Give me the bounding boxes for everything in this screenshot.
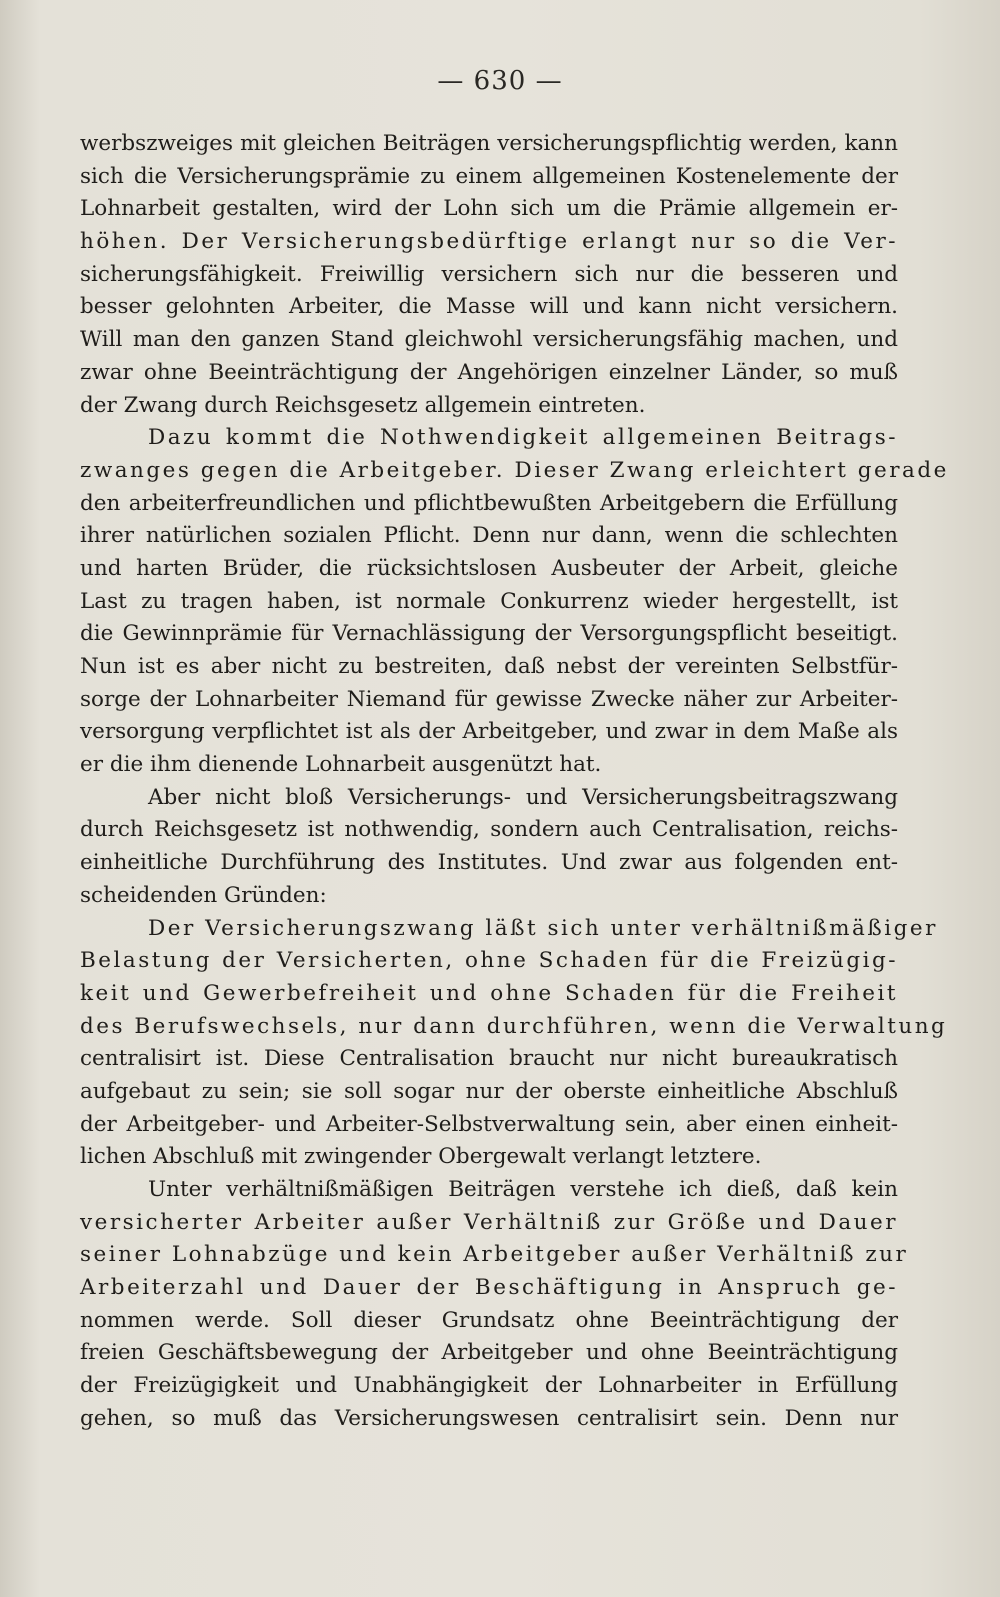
text-line: besser gelohnten Arbeiter, die Masse will und kann nicht versichern. [80,294,898,320]
text-line: freien Geschäftsbewegung der Arbeitgeber und ohne Beeinträchtigung [80,1340,898,1366]
text-line: der Zwang durch Reichsgesetz allgemein eintreten. [80,392,646,418]
text-line: zwar ohne Beeinträchtigung der Angehörigen einzelner Länder, so muß [80,359,898,385]
text-line: Unter verhältnißmäßigen Beiträgen verstehe ich dieß, daß kein [148,1177,898,1202]
text-line: des Berufswechsels, nur dann durchführen, wenn die Verwaltung [80,1013,948,1039]
text-line: einheitliche Durchführung des Institutes. Und zwar aus folgenden ent- [80,850,898,876]
text-line: Arbeiterzahl und Dauer der Beschäftigung in Anspruch ge- [80,1275,898,1301]
text-line: er die ihm dienende Lohnarbeit ausgenützt hat. [80,752,602,778]
page-number: — 630 — [437,66,563,96]
text-line: aufgebaut zu sein; sie soll sogar nur der oberste einheitliche Abschluß [80,1078,898,1104]
text-line: gehen, so muß das Versicherungswesen centralisirt sein. Denn nur [80,1405,898,1431]
text-line: keit und Gewerbefreiheit und ohne Schaden für die Freiheit [80,980,898,1006]
text-line: Aber nicht bloß Versicherungs- und Versicherungsbeitragszwang [148,784,898,810]
text-line: Dazu kommt die Nothwendigkeit allgemeinen Beitrags- [148,425,898,451]
text-line: lichen Abschluß mit zwingender Obergewalt verlangt letztere. [80,1144,762,1170]
text-line: zwanges gegen die Arbeitgeber. Dieser Zwang erleichtert gerade [80,457,949,483]
text-line: die Gewinnprämie für Vernachlässigung der Versorgungspflicht beseitigt. [80,621,898,647]
text-line: sorge der Lohnarbeiter Niemand für gewisse Zwecke näher zur Arbeiter- [80,686,898,712]
text-line: scheidenden Gründen: [80,882,327,908]
text-line: Will man den ganzen Stand gleichwohl versicherungsfähig machen, und [80,327,898,353]
text-line: nommen werde. Soll dieser Grundsatz ohne Beeinträchtigung der [80,1307,898,1333]
text-line: durch Reichsgesetz ist nothwendig, sondern auch Centralisation, reichs- [80,817,898,843]
text-line: höhen. Der Versicherungsbedürftige erlangt nur so die Ver- [80,229,898,255]
text-line: Nun ist es aber nicht zu bestreiten, daß nebst der vereinten Selbstfür- [80,654,898,679]
text-line: den arbeiterfreundlichen und pflichtbewußten Arbeitgebern die Erfüllung [80,490,898,516]
text-line: sicherungsfähigkeit. Freiwillig versichern sich nur die besseren und [80,261,898,287]
text-line: werbszweiges mit gleichen Beiträgen versicherungspflichtig werden, kann [80,131,898,156]
text-line: der Arbeitgeber- und Arbeiter-Selbstverwaltung sein, aber einen einheit- [80,1111,898,1137]
text-line: versicherter Arbeiter außer Verhältniß zur Größe und Dauer [80,1209,898,1235]
text-line: und harten Brüder, die rücksichtslosen Ausbeuter der Arbeit, gleiche [80,555,898,581]
text-line: Lohnarbeit gestalten, wird der Lohn sich um die Prämie allgemein er- [80,196,898,222]
text-line: sich die Versicherungsprämie zu einem allgemeinen Kostenelemente der [80,163,898,189]
text-line: versorgung verpflichtet ist als der Arbeitgeber, und zwar in dem Maße als [80,719,898,745]
text-line: ihrer natürlichen sozialen Pflicht. Denn nur dann, wenn die schlechten [80,523,898,549]
text-line: Belastung der Versicherten, ohne Schaden für die Freizügig- [80,948,898,974]
text-line: centralisirt ist. Diese Centralisation braucht nur nicht bureaukratisch [80,1046,898,1072]
text-line: der Freizügigkeit und Unabhängigkeit der Lohnarbeiter in Erfüllung [80,1373,898,1399]
text-line: Der Versicherungszwang läßt sich unter verhältnißmäßiger [148,915,938,941]
text-line: seiner Lohnabzüge und kein Arbeitgeber außer Verhältniß zur [80,1242,909,1268]
body-text [80,128,949,1436]
text-line: Last zu tragen haben, ist normale Conkurrenz wieder hergestellt, ist [80,588,898,614]
